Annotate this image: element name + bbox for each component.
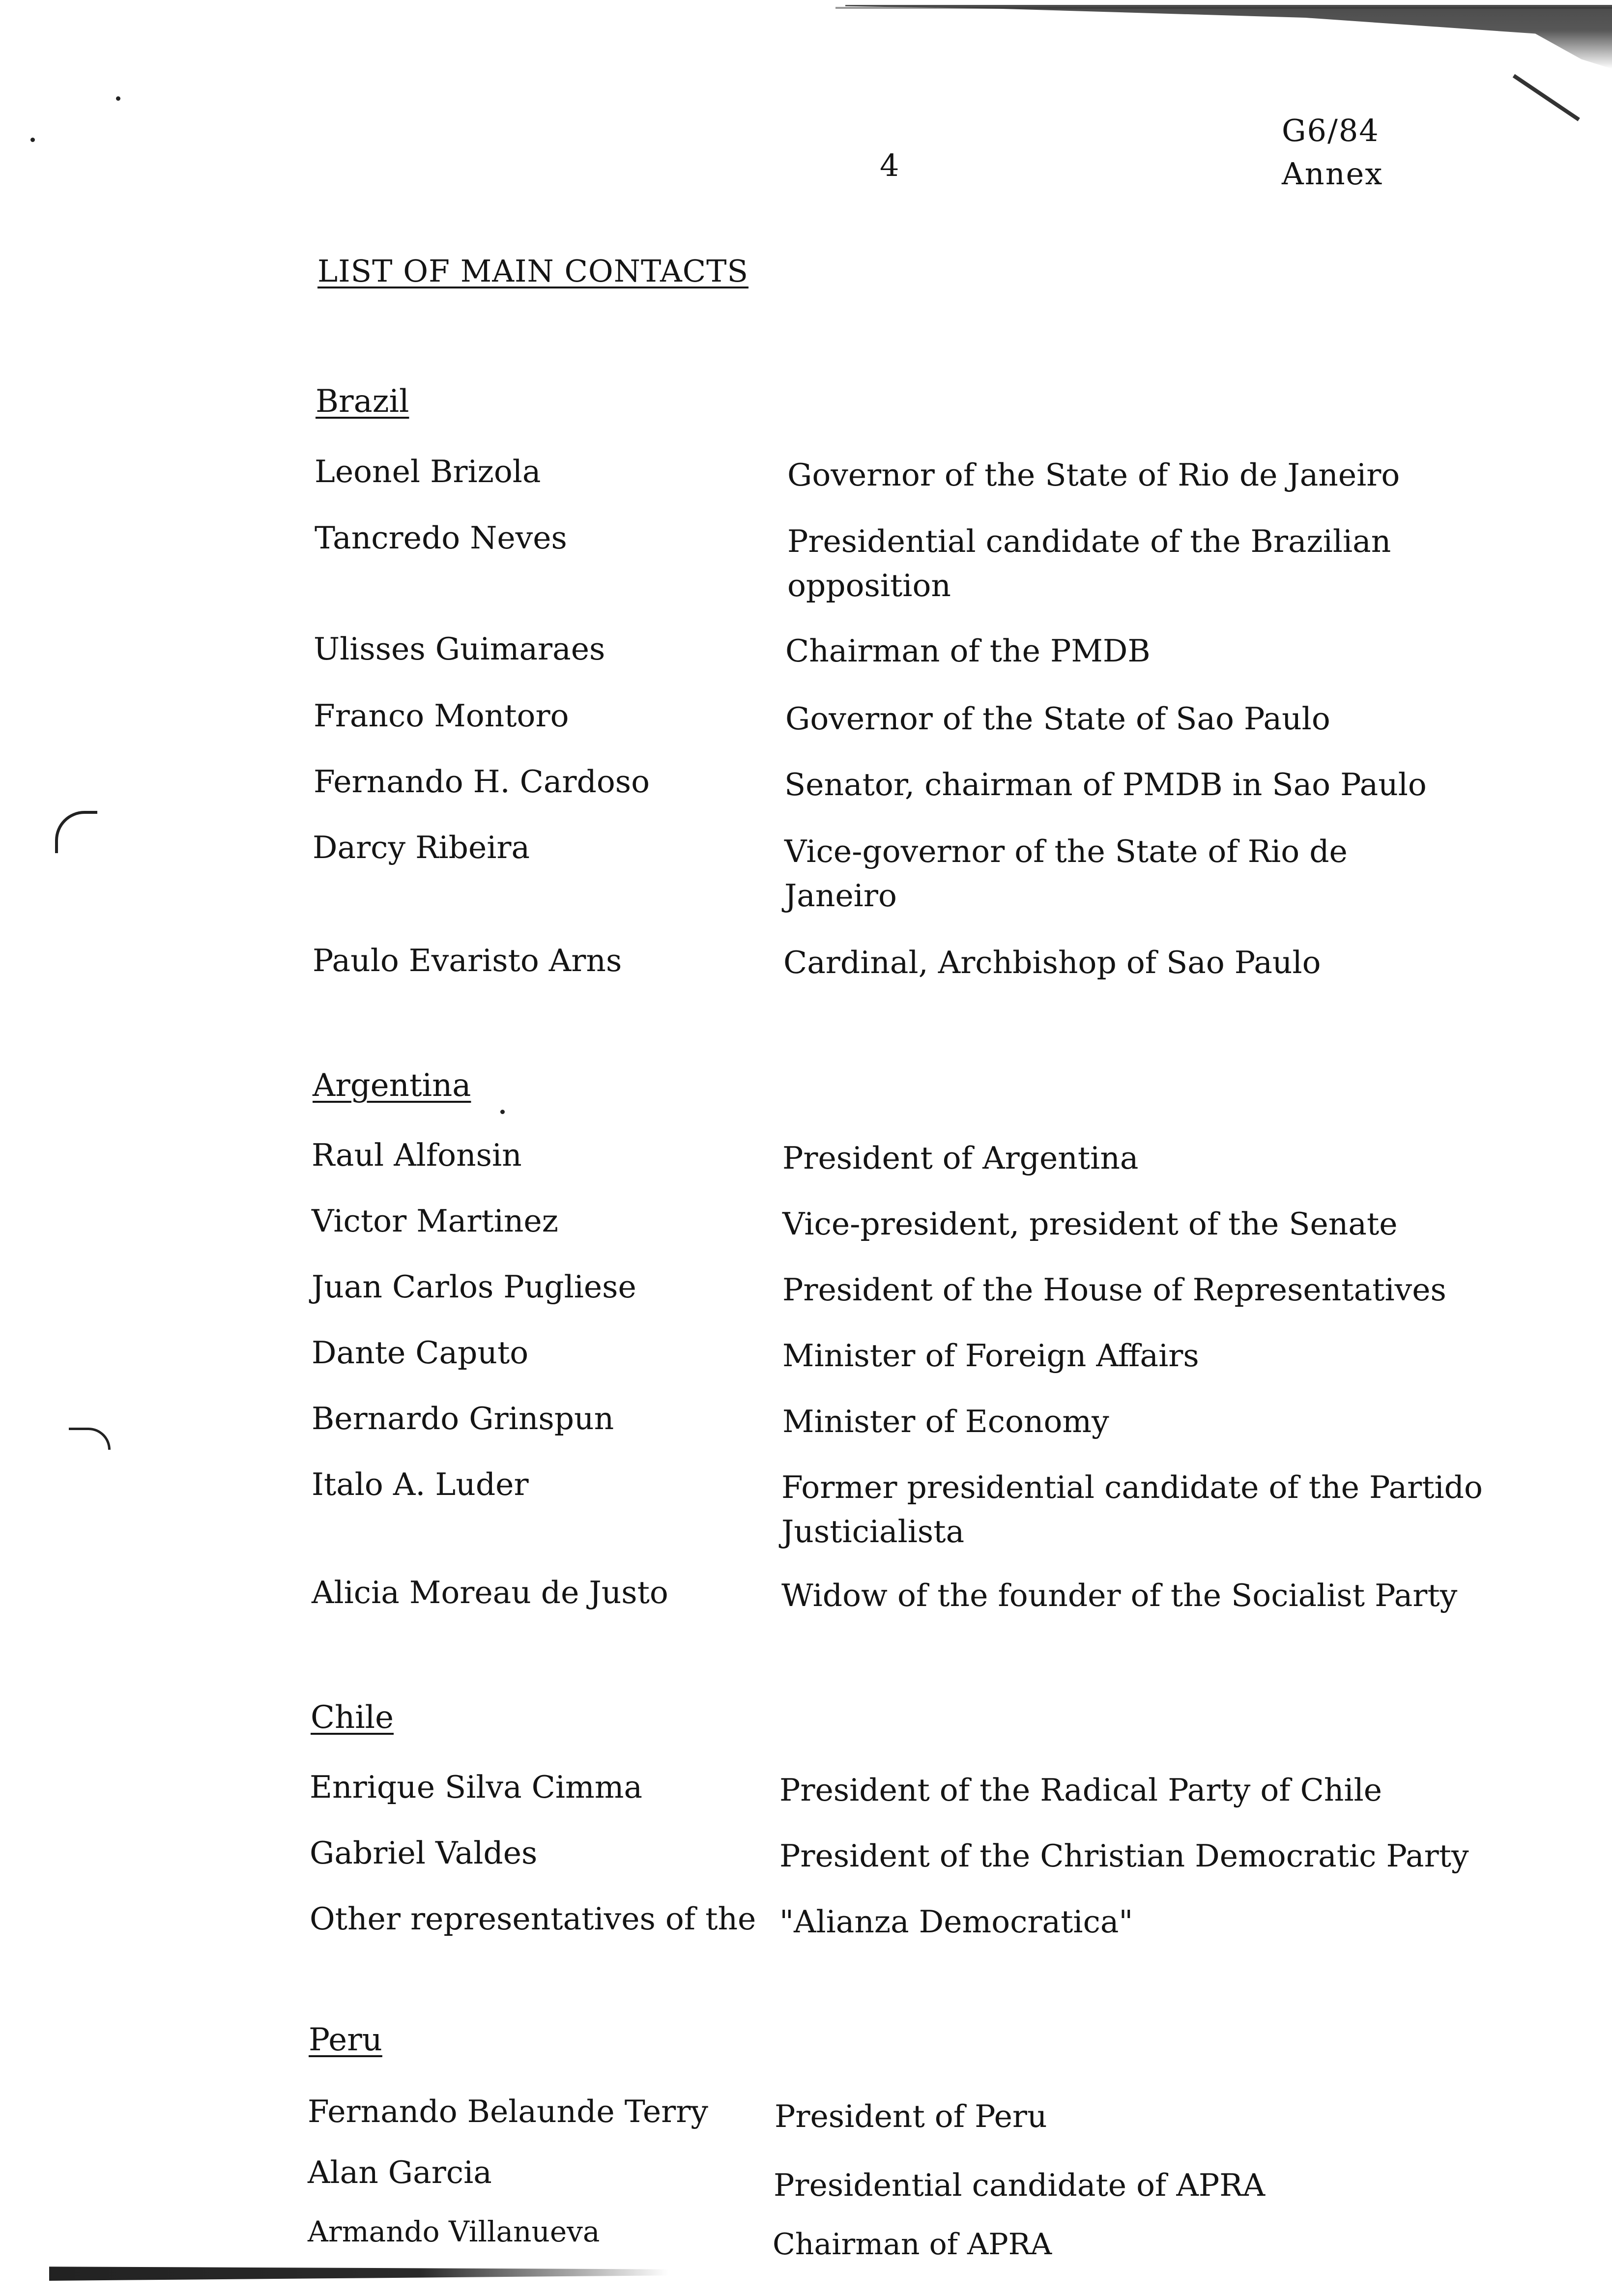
contact-name: Leonel Brizola [315,454,541,489]
section-heading-argentina: Argentina [313,1067,471,1104]
contact-role: Cardinal, Archbishop of Sao Paulo [783,945,1321,980]
section-heading-brazil: Brazil [316,383,409,420]
contact-name: Franco Montoro [314,698,569,734]
contact-role: Governor of the State of Sao Paulo [785,701,1330,737]
doc-ref-code: G6/84 [1282,113,1380,148]
contact-name: Fernando Belaunde Terry [308,2094,708,2129]
contact-role: Minister of Economy [782,1404,1109,1439]
contact-name: Alicia Moreau de Justo [312,1575,668,1610]
contact-role: Minister of Foreign Affairs [782,1338,1199,1374]
contact-role: Presidential candidate of APRA [774,2167,1266,2203]
contact-role: "Alianza Democratica" [779,1904,1133,1940]
contact-name: Armando Villanueva [308,2215,600,2248]
contact-role: Chairman of APRA [773,2227,1052,2262]
document-reference [1282,109,1383,196]
contact-name: Fernando H. Cardoso [314,764,650,800]
contact-name: Darcy Ribeira [313,830,530,865]
page-title: LIST OF MAIN CONTACTS [317,253,748,289]
contact-name: Raul Alfonsin [312,1137,522,1173]
speck [500,1110,505,1114]
contact-name: Juan Carlos Pugliese [312,1269,636,1305]
margin-mark [55,811,97,853]
contact-name: Tancredo Neves [315,520,567,556]
contact-role: Widow of the founder of the Socialist Party [781,1578,1458,1613]
contact-name: Alan Garcia [308,2154,492,2190]
speck [116,96,120,101]
contact-name: Paulo Evaristo Arns [313,943,622,978]
contact-role: Governor of the State of Rio de Janeiro [787,457,1400,493]
contact-role: Chairman of the PMDB [785,633,1151,669]
speck [30,138,35,142]
contact-name: Victor Martinez [312,1203,558,1239]
contact-role: President of the Radical Party of Chile [779,1772,1382,1808]
contact-name: Other representatives of the [310,1901,756,1937]
contact-role: Presidential candidate of the Brazilian opposition [787,523,1391,603]
scan-shadow-bottom [49,2263,668,2281]
section-heading-peru: Peru [309,2022,382,2058]
margin-mark [69,1428,111,1450]
page-number: 4 [880,147,899,183]
contact-name: Bernardo Grinspun [312,1401,614,1436]
doc-ref-annex: Annex [1282,156,1383,192]
contact-role: President of the Christian Democratic Party [779,1838,1469,1874]
section-heading-chile: Chile [311,1699,394,1736]
contact-role: Senator, chairman of PMDB in Sao Paulo [784,767,1427,803]
contact-name: Enrique Silva Cimma [310,1769,643,1805]
contact-role: President of the House of Representatives [782,1272,1446,1308]
scan-shadow-top [845,5,1612,69]
contact-name: Italo A. Luder [312,1466,529,1502]
contact-name: Dante Caputo [312,1335,529,1371]
scan-streak [1513,74,1580,121]
contact-name: Gabriel Valdes [310,1835,538,1871]
contact-role: President of Argentina [782,1140,1139,1176]
contact-role: President of Peru [775,2098,1047,2134]
contact-role: Vice-governor of the State of Rio de Janeiro [784,833,1348,914]
contact-name: Ulisses Guimaraes [314,631,605,667]
contact-role: Former presidential candidate of the Partido Justicialista [781,1469,1483,1550]
contact-role: Vice-president, president of the Senate [782,1206,1398,1242]
